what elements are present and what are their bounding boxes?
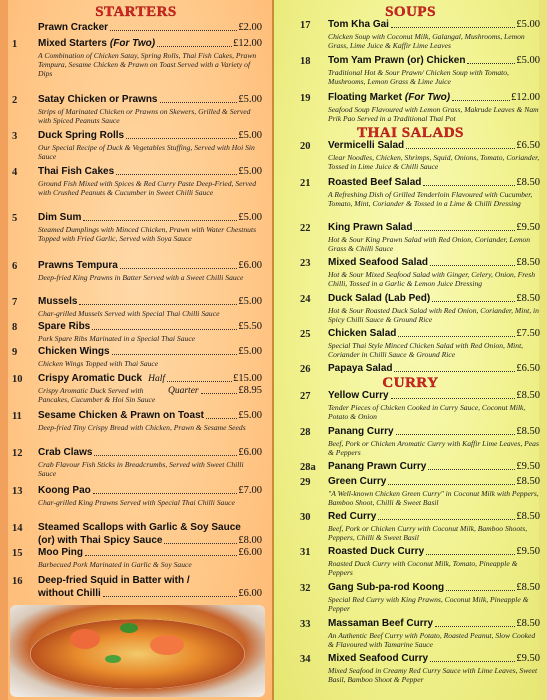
item-price: £9.50 [516, 461, 540, 472]
item-number: 27 [300, 391, 311, 402]
leader-dots [92, 329, 237, 330]
item-price: £8.50 [516, 426, 540, 437]
item-name: Steamed Scallops with Garlic & Soy Sauce [38, 522, 241, 533]
item-description: An Authentic Beef Curry with Potato, Roasted Peanut, Slow Cooked & Flavoured with Tamarine Sauce [328, 631, 536, 649]
item-number: 29 [300, 477, 311, 488]
item-name: Prawns Tempura [38, 260, 118, 271]
item-price: £8.50 [516, 390, 540, 401]
item-description: Seafood Soup Flavoured with Lemon Grass, Makrude Leaves & Nam Prik Pao Served in a Traditional Thai Pot [328, 105, 539, 123]
menu-item-title [328, 363, 540, 374]
item-name: King Prawn Salad [328, 222, 413, 233]
leader-dots [396, 434, 516, 435]
item-name: Satay Chicken or Prawns [38, 94, 158, 105]
item-name: Prawn Cracker [38, 22, 109, 33]
leader-dots [394, 371, 515, 372]
menu-item-title [38, 346, 262, 357]
item-price: £5.00 [238, 166, 262, 177]
half-label: Half [148, 374, 165, 384]
item-number: 13 [12, 486, 23, 497]
leader-dots [103, 596, 238, 597]
quarter-price-row [168, 385, 262, 396]
item-name: Mixed Starters [38, 38, 107, 49]
leader-dots [398, 336, 515, 337]
item-number: 20 [300, 141, 311, 152]
item-number: 14 [12, 523, 23, 534]
leader-dots [430, 661, 515, 662]
menu-item-title [328, 476, 540, 487]
item-number: 6 [12, 261, 18, 272]
item-name: Tom Yam Prawn (or) Chicken [328, 55, 466, 66]
item-description: Chicken Soup with Coconut Milk, Galangal, Mushrooms, Lemon Grass, Lime Juice & Kaffir Lime Leaves [328, 32, 525, 50]
menu-item-title [328, 390, 540, 401]
item-name: Floating Market [328, 92, 402, 103]
menu-item-title [328, 92, 540, 103]
item-number: 19 [300, 93, 311, 104]
item-price: £6.00 [238, 260, 262, 271]
leader-dots [126, 138, 237, 139]
leader-dots [467, 63, 515, 64]
item-price: £12.00 [511, 92, 540, 103]
menu-item-title [38, 38, 262, 49]
left-border-stripe [0, 0, 8, 700]
item-number: 1 [12, 39, 18, 50]
menu-item-title [328, 257, 540, 268]
item-number: 15 [12, 548, 23, 559]
item-description: Chicken Wings Topped with Thai Sauce [38, 359, 159, 368]
right-border-stripe [539, 0, 547, 700]
item-number: 18 [300, 56, 311, 67]
item-name: Thai Fish Cakes [38, 166, 115, 177]
leader-dots [201, 393, 238, 394]
item-name: Duck Salad (Lab Ped) [328, 293, 431, 304]
item-name: Moo Ping [38, 547, 83, 558]
menu-item-title [38, 260, 262, 271]
item-number: 30 [300, 512, 311, 523]
leader-dots [432, 301, 515, 302]
item-price: £5.50 [238, 321, 262, 332]
item-description: Our Special Recipe of Duck & Vegetables Stuffing, Served with Hoi Sin Sauce [38, 143, 255, 161]
menu-item-title [328, 177, 540, 188]
item-number: 9 [12, 347, 18, 358]
item-price: £8.50 [516, 177, 540, 188]
item-number: 10 [12, 374, 23, 385]
leader-dots [94, 455, 237, 456]
leader-dots [423, 185, 515, 186]
item-description: Strips of Marinated Chicken or Prawns on Skewers, Grilled & Served with Spiced Peanuts Sauce [38, 107, 251, 125]
leader-dots [112, 354, 238, 355]
item-price: £8.50 [516, 511, 540, 522]
item-price: £5.00 [238, 296, 262, 307]
item-name: Panang Prawn Curry [328, 461, 427, 472]
item-price: £15.00 [233, 373, 262, 384]
item-number: 22 [300, 223, 311, 234]
leader-dots [110, 30, 237, 31]
item-description: Deep-fried Tiny Crispy Bread with Chicken, Prawn & Sesame Seeds [38, 423, 246, 432]
item-price: £5.00 [238, 410, 262, 421]
menu-item-title [328, 653, 540, 664]
item-name: Tom Kha Gai [328, 19, 389, 30]
item-number: 25 [300, 329, 311, 340]
leader-dots [116, 174, 237, 175]
leader-dots [167, 381, 232, 382]
item-description: Deep-fried King Prawns in Batter Served with a Sweet Chilli Sauce [38, 273, 244, 282]
item-name: Papaya Salad [328, 363, 393, 374]
item-description: Crab Flavour Fish Sticks in Breadcrumbs, Served with Sweet Chilli Sauce [38, 460, 244, 478]
menu-item-title [328, 55, 540, 66]
item-price: £7.00 [238, 485, 262, 496]
item-price: £12.00 [233, 38, 262, 49]
leader-dots [452, 100, 510, 101]
item-description: Char-grilled Mussels Served with Special Thai Chilli Sauce [38, 309, 220, 318]
item-description: Pork Spare Ribs Marinated in a Special Thai Sauce [38, 334, 196, 343]
leader-dots [388, 484, 515, 485]
item-name: Vermicelli Salad [328, 140, 405, 151]
item-name-continued: (or) with Thai Spicy Sauce [38, 535, 163, 546]
leader-dots [414, 230, 515, 231]
item-description: A Combination of Chicken Satay, Spring Rolls, Thai Fish Cakes, Prawn Tempura, Sesame Chicken & Prawn on Toast Served with a Variety of Dips [38, 51, 257, 78]
item-price: £8.50 [516, 293, 540, 304]
menu-item-title [38, 410, 262, 421]
menu-item-title [38, 94, 262, 105]
menu-item-title [328, 293, 540, 304]
leader-dots [79, 304, 237, 305]
item-name: Panang Curry [328, 426, 394, 437]
item-description: "A Well-known Chicken Green Curry" in Coconut Milk with Peppers, Bamboo Shoot, Chilli & Sweet Basil [328, 489, 539, 507]
leader-dots [430, 265, 515, 266]
menu-item-title [328, 511, 540, 522]
item-number: 7 [12, 297, 18, 308]
leader-dots [157, 46, 232, 47]
menu-item-title [38, 575, 262, 586]
menu-item-title-line2 [38, 588, 262, 599]
menu-item-title [38, 485, 262, 496]
menu-item-title [38, 166, 262, 177]
menu-item-title [38, 547, 262, 558]
item-price: £5.00 [238, 346, 262, 357]
menu-item-title [38, 22, 262, 33]
item-name: Koong Pao [38, 485, 91, 496]
item-number: 24 [300, 294, 311, 305]
item-price: £6.50 [516, 140, 540, 151]
leader-dots [391, 398, 516, 399]
soup-bowl-image [10, 605, 265, 697]
item-name: Roasted Beef Salad [328, 177, 422, 188]
item-price: £7.50 [516, 328, 540, 339]
item-number: 12 [12, 448, 23, 459]
leader-dots [164, 543, 237, 544]
item-price: £9.50 [516, 546, 540, 557]
leader-dots [378, 519, 515, 520]
menu-item-title [328, 426, 540, 437]
item-number: 28a [300, 462, 316, 473]
curry-heading: CURRY [382, 375, 439, 391]
item-qualifier: (For Two) [404, 92, 451, 103]
quarter-label: Quarter [168, 386, 199, 396]
item-description: Hot & Sour King Prawn Salad with Red Onion, Coriander, Lemon Grass & Chilli Sauce [328, 235, 531, 253]
item-name: Crispy Aromatic Duck [38, 373, 143, 384]
item-name: Massaman Beef Curry [328, 618, 434, 629]
item-number: 31 [300, 547, 311, 558]
item-price: £8.00 [238, 535, 262, 546]
item-number: 34 [300, 654, 311, 665]
item-number: 26 [300, 364, 311, 375]
item-number: 28 [300, 427, 311, 438]
item-description: A Refreshing Dish of Grilled Tenderloin Flavoured with Cucumber, Tomato, Mint, Coriander & Tossed in a Lime & Chilli Dressing [328, 190, 533, 208]
item-number: 23 [300, 258, 311, 269]
item-description: Special Red Curry with King Prawns, Coconut Milk, Pineapple & Pepper [328, 595, 529, 613]
item-number: 21 [300, 178, 311, 189]
item-name: Mussels [38, 296, 78, 307]
item-name: Green Curry [328, 476, 387, 487]
item-description: Ground Fish Mixed with Spices & Red Curry Paste Deep-Fried, Served with Crushed Peanuts & Cucumber in Sweet Chilli Sauce [38, 179, 256, 197]
leader-dots [120, 268, 238, 269]
menu-item-title [328, 461, 540, 472]
item-number: 33 [300, 619, 311, 630]
item-name: Yellow Curry [328, 390, 389, 401]
item-name: Gang Sub-pa-rod Koong [328, 582, 445, 593]
item-price: £8.50 [516, 582, 540, 593]
item-price: £8.50 [516, 618, 540, 629]
menu-item-title [38, 321, 262, 332]
item-price: £6.50 [516, 363, 540, 374]
thai-salads-heading: THAI SALADS [357, 125, 464, 141]
item-price: £5.00 [238, 130, 262, 141]
menu-item-title [38, 373, 262, 384]
item-name: Deep-fried Squid in Batter with / [38, 575, 190, 586]
item-name: Dim Sum [38, 212, 82, 223]
item-name: Chicken Wings [38, 346, 110, 357]
item-name-continued: without Chilli [38, 588, 101, 599]
menu-item-title [38, 522, 262, 533]
item-qualifier: (For Two) [109, 38, 156, 49]
item-description: Roasted Duck Curry with Coconut Milk, Tomato, Pineapple & Peppers [328, 559, 518, 577]
item-name: Chicken Salad [328, 328, 397, 339]
quarter-price: £8.95 [238, 385, 262, 396]
menu-item-title [328, 328, 540, 339]
item-description: Beef, Pork or Chicken Aromatic Curry with Kaffir Lime Leaves, Peas & Peppers [328, 439, 539, 457]
item-name: Mixed Seafood Salad [328, 257, 429, 268]
item-number: 4 [12, 167, 18, 178]
menu-item-title [38, 212, 262, 223]
item-price: £8.50 [516, 257, 540, 268]
menu-item-title [38, 130, 262, 141]
item-number: 16 [12, 576, 23, 587]
leader-dots [85, 555, 237, 556]
item-description: Crispy Aromatic Duck Served with Pancakes, Cucumber & Hoi Sin Sauce [38, 386, 156, 404]
item-description: Hot & Sour Roasted Duck Salad with Red Onion, Coriander, Mint, in Spicy Chilli Sauce & Ground Rice [328, 306, 539, 324]
item-name: Spare Ribs [38, 321, 91, 332]
leader-dots [426, 554, 515, 555]
item-price: £5.00 [238, 212, 262, 223]
item-price: £8.50 [516, 476, 540, 487]
menu-item-title [38, 296, 262, 307]
item-name: Roasted Duck Curry [328, 546, 425, 557]
item-price: £9.50 [516, 222, 540, 233]
item-name: Red Curry [328, 511, 377, 522]
item-name: Crab Claws [38, 447, 93, 458]
item-price: £6.00 [238, 588, 262, 599]
item-price: £5.00 [238, 94, 262, 105]
item-name: Mixed Seafood Curry [328, 653, 429, 664]
leader-dots [391, 27, 515, 28]
item-number: 2 [12, 95, 18, 106]
menu-item-title [328, 222, 540, 233]
menu-item-title [328, 582, 540, 593]
leader-dots [435, 626, 515, 627]
item-description: Mixed Seafood in Creamy Red Curry Sauce with Lime Leaves, Sweet Basil, Bamboo Shoot & Pepper [328, 666, 538, 684]
leader-dots [406, 148, 515, 149]
item-price: £6.00 [238, 547, 262, 558]
item-number: 11 [12, 411, 22, 422]
item-number: 32 [300, 583, 311, 594]
menu-item-title [328, 19, 540, 30]
item-description: Special Thai Style Minced Chicken Salad with Red Onion, Mint, Coriander in Chilli Sauce & Ground Rice [328, 341, 524, 359]
item-number: 8 [12, 322, 18, 333]
menu-item-title-line2 [38, 535, 262, 546]
item-name: Sesame Chicken & Prawn on Toast [38, 410, 204, 421]
item-price: £5.00 [516, 55, 540, 66]
item-price: £5.00 [516, 19, 540, 30]
item-name: Duck Spring Rolls [38, 130, 125, 141]
item-description: Tender Pieces of Chicken Cooked in Curry Sauce, Coconut Milk, Potato & Onion [328, 403, 526, 421]
item-price: £6.00 [238, 447, 262, 458]
menu-item-title [328, 618, 540, 629]
item-number: 3 [12, 131, 18, 142]
leader-dots [428, 469, 515, 470]
item-description: Hot & Sour Mixed Seafood Salad with Ginger, Celery, Onion, Fresh Chilli, Tossed in a Garlic & Lemon Juice Dressing [328, 270, 536, 288]
item-price: £2.00 [238, 22, 262, 33]
item-number: 5 [12, 213, 18, 224]
item-description: Traditional Hot & Sour Prawn/ Chicken Soup with Tomato, Mushrooms, Lemon Grass & Lime Juice [328, 68, 509, 86]
starters-heading: STARTERS [95, 4, 177, 20]
menu-item-title [328, 546, 540, 557]
item-number: 17 [300, 20, 311, 31]
leader-dots [83, 220, 237, 221]
leader-dots [206, 418, 237, 419]
item-description: Char-grilled King Prawns Served with Special Thai Chilli Sauce [38, 498, 235, 507]
item-description: Clear Noodles, Chicken, Shrimps, Squid, Onions, Tomato, Coriander, Tossed in Lime Juice & Chilli Sauce [328, 153, 540, 171]
leader-dots [160, 102, 238, 103]
leader-dots [446, 590, 515, 591]
item-description: Beef, Pork or Chicken Curry with Coconut Milk, Bamboo Shoots, Peppers, Chilli & Sweet Basil [328, 524, 528, 542]
menu-item-title [328, 140, 540, 151]
item-description: Steamed Dumplings with Minced Chicken, Prawn with Water Chestnuts Topped with Fried Garlic, Served with Soya Sauce [38, 225, 257, 243]
soups-heading: SOUPS [385, 4, 436, 20]
item-price: £9.50 [516, 653, 540, 664]
menu-item-title [38, 447, 262, 458]
item-description: Barbecued Pork Marinated in Garlic & Soy Sauce [38, 560, 192, 569]
leader-dots [93, 493, 238, 494]
